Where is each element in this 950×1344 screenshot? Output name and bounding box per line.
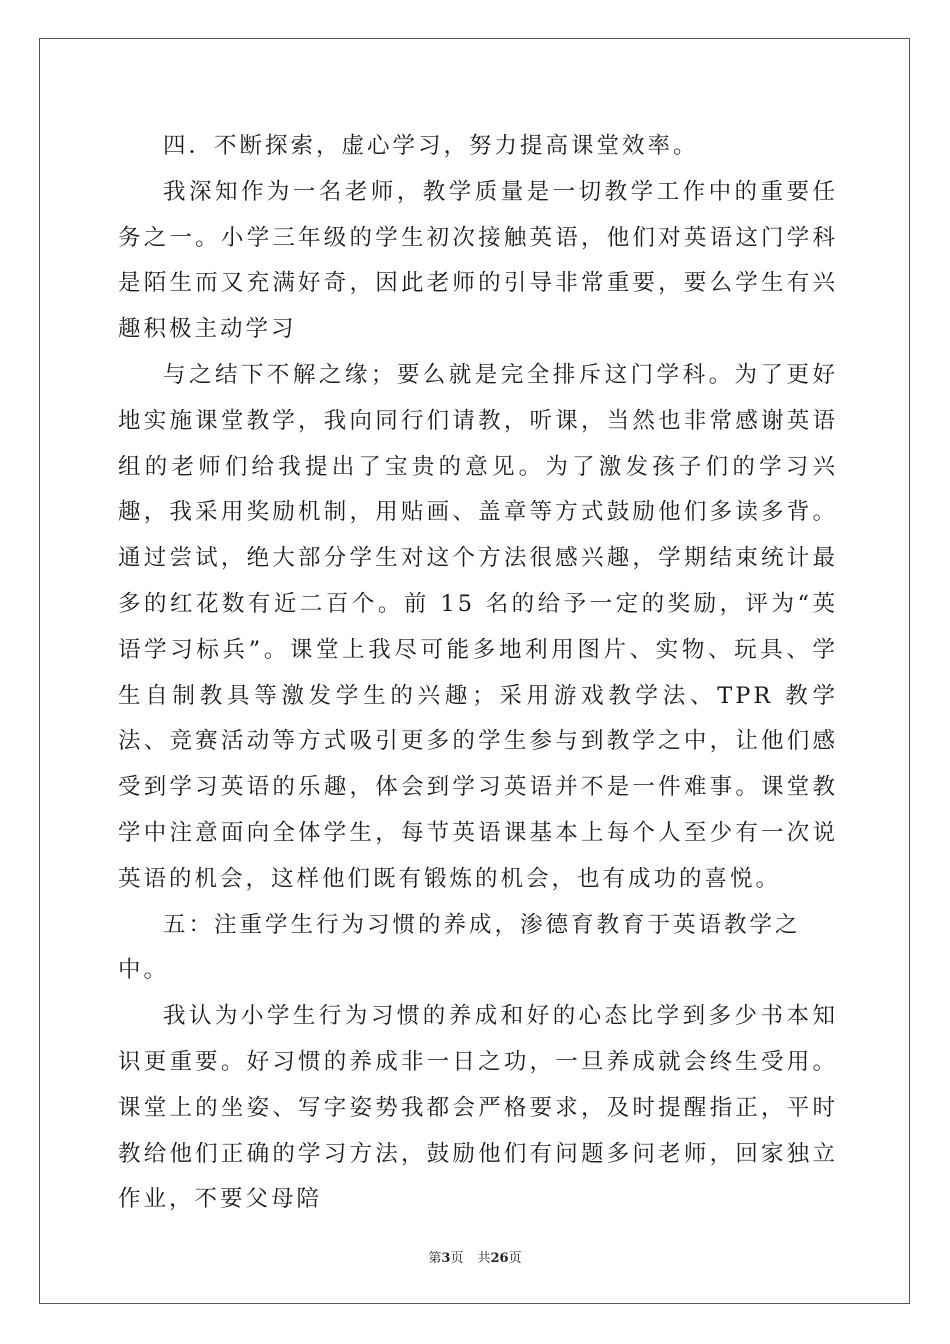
page-total: 26: [490, 1251, 509, 1266]
total-suffix: 页: [508, 1251, 522, 1266]
page-suffix: 页: [450, 1251, 464, 1266]
page-footer: [0, 1247, 950, 1266]
paragraph-habits: 我认为小学生行为习惯的养成和好的心态比学到多少书本知识更重要。好习惯的养成非一日之功，一旦养成就会终生受用。课堂上的坐姿、写字姿势我都会严格要求，及时提醒指正，平时教给他们正确的学习方法，鼓励他们有问题多问老师，回家独立作业，不要父母陪: [118, 1003, 838, 1213]
paragraph-teaching-quality: 我深知作为一名老师，教学质量是一切教学工作中的重要任务之一。小学三年级的学生初次接触英语，他们对英语这门学科是陌生而又充满好奇，因此老师的引导非常重要，要么学生有兴趣积极主动学习: [118, 178, 838, 343]
page-current: 3: [441, 1251, 451, 1266]
section-heading-five: 五：注重学生行为习惯的养成，渗德育教育于英语教学之中。: [118, 911, 801, 984]
document-body: [118, 124, 838, 1223]
total-prefix: 共: [477, 1251, 491, 1266]
section-heading-four: 四．不断探索，虚心学习，努力提高课堂效率。: [163, 133, 699, 159]
paragraph-teaching-methods: 与之结下不解之缘；要么就是完全排斥这门学科。为了更好地实施课堂教学，我向同行们请教，听课，当然也非常感谢英语组的老师们给我提出了宝贵的意见。为了激发孩子们的学习兴趣，我采用奖励机制，用贴画、盖章等方式鼓励他们多读多背。通过尝试，绝大部分学生对这个方法很感兴趣，学期结束统计最多的红花数有近二百个。前 15 名的给予一定的奖励，评为“英语学习标兵”。课堂上我尽可能多地利用图片、实物、玩具、学生自制教具等激发学生的兴趣；采用游戏教学法、TPR 教学法、竞赛活动等方式吸引更多的学生参与到教学之中，让他们感受到学习英语的乐趣，体会到学习英语并不是一件难事。课堂教学中注意面向全体学生，每节英语课基本上每个人至少有一次说英语的机会，这样他们既有锻炼的机会，也有成功的喜悦。: [118, 361, 838, 892]
page-prefix: 第: [428, 1251, 442, 1266]
